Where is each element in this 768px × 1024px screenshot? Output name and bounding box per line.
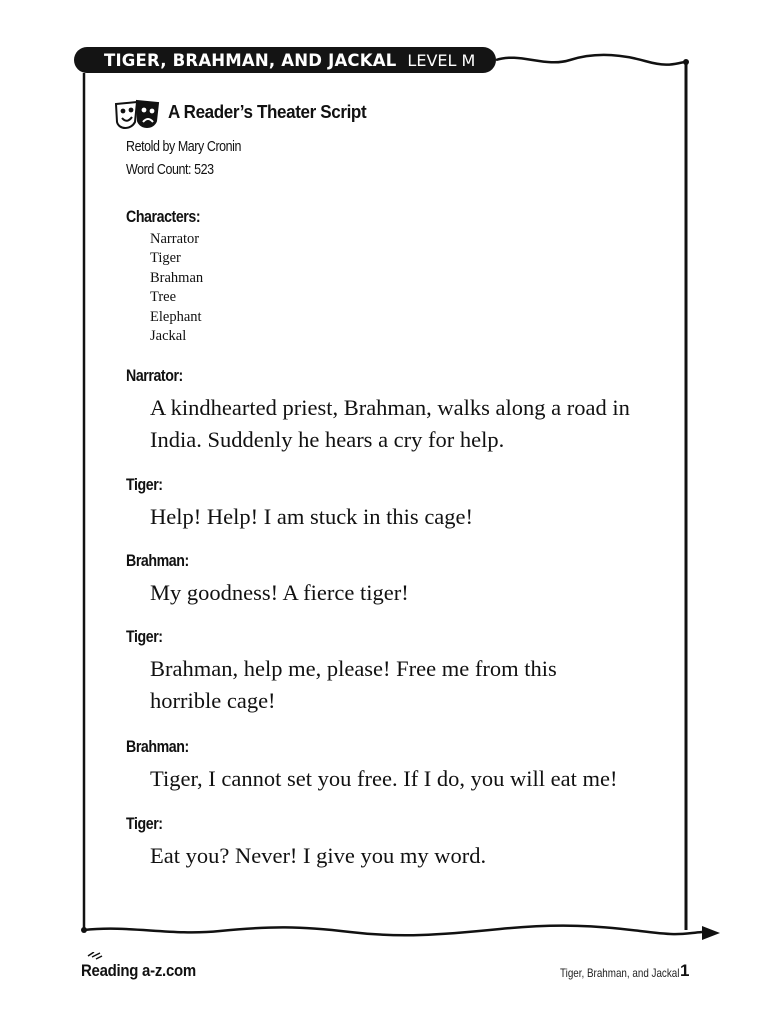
retold-by: Retold by Mary Cronin: [126, 139, 242, 155]
dialogue-line: Tiger, I cannot set you free. If I do, you will eat me!: [150, 766, 618, 791]
speaker-label: Tiger:: [126, 476, 163, 494]
character-list: [150, 230, 203, 346]
speaker-label: Tiger:: [126, 815, 163, 833]
dialogue-line: Help! Help! I am stuck in this cage!: [150, 504, 474, 529]
book-title: TIGER, BRAHMAN, AND JACKAL: [104, 50, 397, 70]
page-number: 1: [680, 961, 690, 980]
character-item: Jackal: [150, 328, 187, 345]
characters-heading: Characters:: [126, 208, 201, 226]
character-item: Elephant: [150, 308, 202, 325]
dialogue-line: My goodness! A fierce tiger!: [150, 580, 409, 605]
speaker-label: Brahman:: [126, 552, 189, 570]
character-item: Tiger: [150, 250, 181, 267]
dialogue-line: Eat you? Never! I give you my word.: [150, 843, 487, 868]
reading-level: LEVEL M: [407, 50, 476, 70]
theater-masks-icon: [113, 98, 161, 132]
speaker-label: Narrator:: [126, 367, 183, 385]
character-item: Tree: [150, 289, 177, 306]
word-count: Word Count: 523: [126, 162, 214, 178]
dialogue-line: A kindhearted priest, Brahman, walks along a road in India. Suddenly he hears a cry for help.: [150, 395, 630, 452]
speaker-label: Brahman:: [126, 738, 189, 756]
script-title: A Reader’s Theater Script: [168, 101, 367, 122]
character-item: Narrator: [150, 231, 200, 247]
dialogue-line: Brahman, help me, please! Free me from this horrible cage!: [150, 656, 557, 713]
speaker-label: Tiger:: [126, 628, 163, 646]
brand-logo: Reading a-z.com: [81, 961, 196, 980]
character-item: Brahman: [150, 269, 204, 286]
footer-book-title: Tiger, Brahman, and Jackal: [560, 966, 680, 980]
header-title-bar: [74, 47, 496, 73]
